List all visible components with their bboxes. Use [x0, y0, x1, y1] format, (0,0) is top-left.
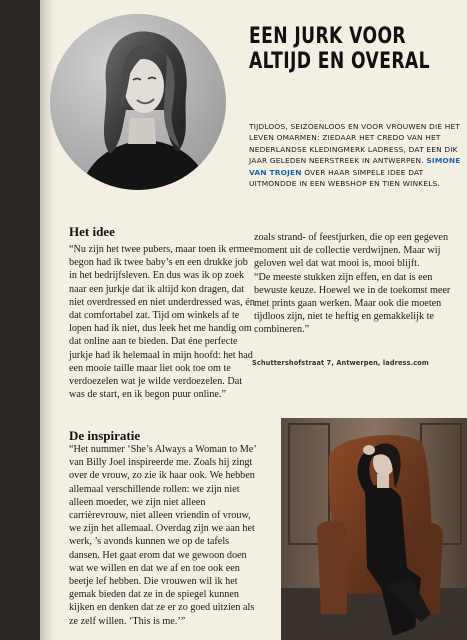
intro-author-name: SIMONE VAN TROJEN	[249, 156, 461, 177]
right-column-para-2: “De meeste stukken zijn effen, en dat is een bewuste keuze. Hoewel we in de toekomst meer met prints gaan werken. Maar ook die moeten tijdloos zijn, niet te heftig en gemakkelijk te combineren.”	[254, 271, 451, 336]
model-chair-photo	[281, 418, 467, 640]
section-inspiratie-body: “Het nummer ‘She’s Always a Woman to Me’ van Billy Joel inspireerde me. Zoals hij zingt over de vrouw, zo zie ik haar ook. We hebben allemaal verschillende rollen: we zijn niet alleen moeder, we zijn niet alleen carrièrevrouw, niet alleen vriendin of vrouw, we zijn het allemaal. Overdag zijn we aan het werk, ’s avonds kunnen we op de tafels dansen. Het gaat erom dat we gewoon doen wat we willen en dat we af en toe ook een beetje lef hebben. Die vrouwen wil ik het gemak bieden dat ze in de spiegel kunnen kijken en denken dat ze er zo goed uitzien als ze zelf willen. ‘This is me.’”	[69, 444, 256, 627]
store-address: Schuttershofstraat 7, Antwerpen, ladress.com	[252, 359, 429, 367]
intro-part-1: TIJDLOOS, SEIZOENLOOS EN VOOR VROUWEN DIE HET LEVEN OMARMEN: ZIEDAAR HET CREDO VAN HET NEDERLANDSE KLEDINGMERK LADRESS, DAT EEN DIK JAAR GELEDEN NEERSTREEK IN ANTWERPEN.	[249, 122, 461, 166]
portrait-photo	[50, 14, 226, 190]
intro-part-2: OVER HAAR SIMPELE IDEE DAT UITMONDDE IN EEN WEBSHOP EN TIEN WINKELS.	[249, 167, 440, 189]
column-right	[254, 231, 460, 337]
right-column-para-1: zoals strand- of feestjurken, die op een gegeven moment uit de collectie verdwijnen. Maar wij geloven wel dat wat mooi is, mooi blijft.	[254, 232, 449, 270]
headline	[249, 24, 430, 74]
column-left-top	[69, 243, 257, 401]
portrait-illustration	[50, 14, 226, 190]
column-left-bottom	[69, 443, 257, 628]
section-idee-body: “Nu zijn het twee pubers, maar toen ik ermee begon had ik twee baby’s en een drukke job in het bedrijfsleven. En dus was ik op zoek naar een jurkje dat ik altijd kon dragen, dat niet overdressed en niet underdressed was, én dat comfortabel zat. Tijd om winkels af te lopen had ik niet, dus leek het me handig om dat online aan te bieden. Dat éne perfecte jurkje had ik helemaal in mijn hoofd: het had een mooie taille maar liet ook toe om te verdoezelen wat je wilde verdoezelen. Dat was de start, en ik begon puur online.”	[69, 244, 255, 401]
intro-text	[249, 121, 461, 189]
headline-line-1: EEN JURK VOOR	[249, 24, 407, 49]
headline-line-2: ALTIJD EN OVERAL	[249, 49, 430, 74]
model-chair-illustration	[281, 418, 467, 640]
magazine-page	[40, 0, 467, 640]
section-heading-idee: Het idee	[69, 224, 115, 239]
section-heading-inspiratie: De inspiratie	[69, 428, 141, 443]
